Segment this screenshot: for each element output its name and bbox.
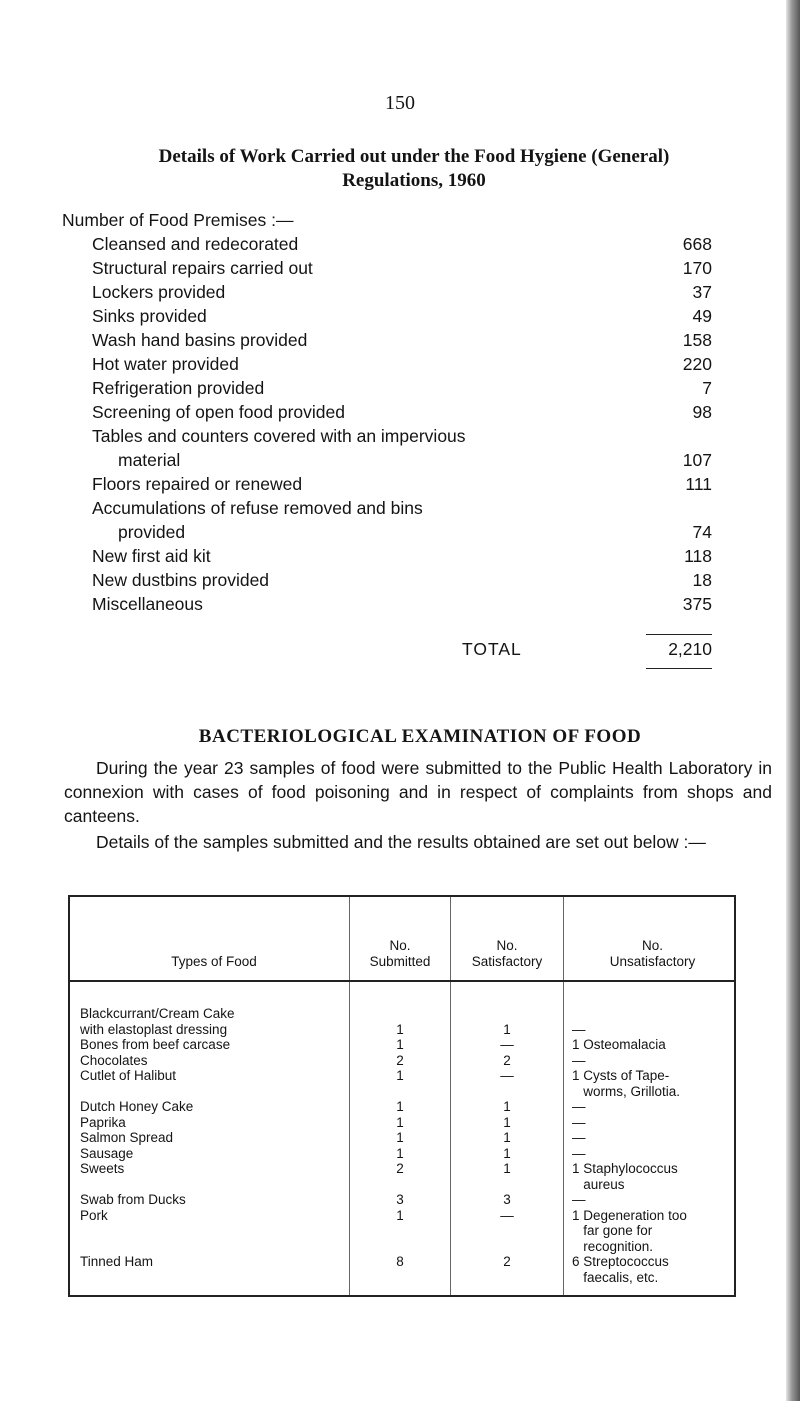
cell-line: Bones from beef carcase xyxy=(80,1037,231,1052)
submitted-text: 1 xyxy=(396,1068,404,1083)
satisfactory-value xyxy=(451,1115,563,1131)
cell-line: 1 Cysts of Tape- xyxy=(572,1068,670,1083)
premises-row xyxy=(62,400,712,424)
premises-value: 37 xyxy=(692,282,712,302)
submitted-value xyxy=(350,1115,450,1131)
satisfactory-value xyxy=(451,1192,563,1208)
column-types-of-food xyxy=(69,981,350,1296)
premises-label: Tables and counters covered with an impervious xyxy=(92,426,466,446)
food-type xyxy=(80,1006,349,1037)
premises-value: 118 xyxy=(684,546,712,566)
premises-label: Cleansed and redecorated xyxy=(92,234,299,254)
cell-line: Paprika xyxy=(80,1114,126,1130)
premises-value: 158 xyxy=(682,330,712,350)
header-types-of-food: Types of Food xyxy=(69,896,350,981)
unsatisfactory-value xyxy=(572,1037,734,1053)
satisfactory-text: 1 xyxy=(503,1145,511,1161)
cell-line: Cutlet of Halibut xyxy=(80,1068,177,1083)
premises-row xyxy=(62,280,712,304)
food-type xyxy=(80,1146,349,1162)
cell-line: Salmon Spread xyxy=(80,1130,174,1145)
submitted-text: 1 xyxy=(396,1145,404,1161)
submitted-text: 1 xyxy=(396,1099,404,1114)
food-type xyxy=(80,1254,349,1285)
submitted-value xyxy=(350,1006,450,1037)
total-bottom-rule xyxy=(646,668,712,669)
cell-line: Sweets xyxy=(80,1161,125,1176)
premises-value: 18 xyxy=(692,570,712,590)
submitted-text: 3 xyxy=(396,1192,404,1207)
page-edge-shadow xyxy=(786,0,800,1401)
satisfactory-value xyxy=(451,1037,563,1053)
title-line-2: Regulations, 1960 xyxy=(342,170,486,191)
premises-row-continued xyxy=(62,520,712,544)
paragraph-details-intro: Details of the samples submitted and the results obtained are set out below :— xyxy=(96,832,706,852)
satisfactory-text: — xyxy=(500,1037,514,1052)
food-type xyxy=(80,1115,349,1131)
cell-line: with elastoplast dressing xyxy=(80,1021,228,1037)
premises-value: 170 xyxy=(682,258,712,278)
satisfactory-value xyxy=(451,1053,563,1069)
satisfactory-value xyxy=(451,1006,563,1037)
premises-row xyxy=(62,256,712,280)
page-title xyxy=(64,145,764,193)
premises-row xyxy=(62,472,712,496)
satisfactory-value xyxy=(451,1254,563,1285)
satisfactory-value xyxy=(451,1161,563,1192)
cell-line: — xyxy=(572,1021,586,1037)
unsatisfactory-value xyxy=(572,1099,734,1115)
premises-row-continued xyxy=(62,448,712,472)
satisfactory-text: — xyxy=(500,1068,514,1083)
submitted-value xyxy=(350,1053,450,1069)
premises-value: 74 xyxy=(692,522,712,542)
cell-line: — xyxy=(572,1052,586,1068)
submitted-value xyxy=(350,1208,450,1255)
submitted-text: 2 xyxy=(396,1161,404,1176)
cell-line: Swab from Ducks xyxy=(80,1192,186,1207)
submitted-value xyxy=(350,1146,450,1162)
cell-line: — xyxy=(572,1145,586,1161)
premises-row xyxy=(62,592,712,616)
submitted-value xyxy=(350,1161,450,1192)
premises-label: Wash hand basins provided xyxy=(92,330,308,350)
column-unsatisfactory xyxy=(564,981,736,1296)
submitted-text: 1 xyxy=(396,1207,404,1223)
satisfactory-text: — xyxy=(500,1207,514,1223)
paragraph-samples-intro: During the year 23 samples of food were submitted to the Public Health Laboratory in connexion with cases of food poisoning and in respect of complaints from shops and canteens. xyxy=(64,758,772,826)
cell-line: Blackcurrant/Cream Cake xyxy=(80,1006,235,1021)
premises-label-continued: material xyxy=(118,450,181,470)
premises-label: Floors repaired or renewed xyxy=(92,474,303,494)
premises-label: Accumulations of refuse removed and bins xyxy=(92,498,423,518)
food-type xyxy=(80,1130,349,1146)
premises-row xyxy=(62,496,712,520)
premises-label: Miscellaneous xyxy=(92,594,203,614)
samples-table xyxy=(68,895,736,1297)
unsatisfactory-value xyxy=(572,1068,734,1099)
premises-row xyxy=(62,424,712,448)
satisfactory-text: 1 xyxy=(503,1161,511,1176)
satisfactory-text: 2 xyxy=(503,1052,511,1068)
table-row xyxy=(69,981,735,1296)
unsatisfactory-value xyxy=(572,1115,734,1131)
cell-line: recognition. xyxy=(572,1238,654,1254)
premises-label: Sinks provided xyxy=(92,306,207,326)
satisfactory-text: 1 xyxy=(503,1099,511,1114)
satisfactory-value xyxy=(451,1068,563,1099)
satisfactory-text: 2 xyxy=(503,1254,511,1269)
section-title: BACTERIOLOGICAL EXAMINATION OF FOOD xyxy=(198,726,642,747)
premises-label: Structural repairs carried out xyxy=(92,258,313,278)
total-value: 2,210 xyxy=(668,639,712,659)
satisfactory-text: 3 xyxy=(503,1192,511,1207)
cell-line: Chocolates xyxy=(80,1052,148,1068)
premises-value: 111 xyxy=(685,474,712,494)
total-row xyxy=(62,636,712,662)
column-submitted xyxy=(350,981,451,1296)
cell-line: 1 Degeneration too xyxy=(572,1207,687,1223)
cell-line: faecalis, etc. xyxy=(572,1269,659,1285)
title-line-1: Details of Work Carried out under the Food Hygiene (General) xyxy=(158,146,670,167)
cell-line: 1 Staphylococcus xyxy=(572,1161,678,1176)
submitted-value xyxy=(350,1192,450,1208)
premises-value: 49 xyxy=(692,306,712,326)
cell-line: aureus xyxy=(572,1176,625,1192)
submitted-value xyxy=(350,1037,450,1053)
cell-line: Pork xyxy=(80,1207,108,1223)
cell-line: 6 Streptococcus xyxy=(572,1254,669,1269)
premises-label: Refrigeration provided xyxy=(92,378,265,398)
premises-row xyxy=(62,328,712,352)
premises-value: 107 xyxy=(682,450,712,470)
page-number: 150 xyxy=(385,92,415,114)
food-type xyxy=(80,1208,349,1255)
premises-heading: Number of Food Premises :— xyxy=(62,210,294,230)
satisfactory-text: 1 xyxy=(503,1130,511,1145)
table-header-row xyxy=(69,896,735,981)
premises-value: 668 xyxy=(682,234,712,254)
food-type xyxy=(80,1053,349,1069)
premises-row xyxy=(62,232,712,256)
submitted-text: 2 xyxy=(396,1052,404,1068)
satisfactory-value xyxy=(451,1099,563,1115)
premises-label: New first aid kit xyxy=(92,546,211,566)
submitted-value xyxy=(350,1254,450,1285)
unsatisfactory-value xyxy=(572,1161,734,1192)
cell-line: 1 Osteomalacia xyxy=(572,1037,666,1052)
premises-value: 220 xyxy=(682,354,712,374)
total-label: TOTAL xyxy=(462,639,522,659)
premises-row xyxy=(62,544,712,568)
unsatisfactory-value xyxy=(572,1130,734,1146)
unsatisfactory-value xyxy=(572,1006,734,1037)
premises-value: 7 xyxy=(702,378,712,398)
premises-value: 375 xyxy=(682,594,712,614)
total-top-rule xyxy=(646,634,712,635)
header-unsatisfactory: No. Unsatisfactory xyxy=(564,896,736,981)
submitted-text: 1 xyxy=(396,1021,404,1037)
submitted-text: 1 xyxy=(396,1130,404,1145)
unsatisfactory-value xyxy=(572,1254,734,1285)
submitted-text: 8 xyxy=(396,1254,404,1269)
header-submitted: No. Submitted xyxy=(350,896,451,981)
premises-label-continued: provided xyxy=(118,522,186,542)
cell-line: Tinned Ham xyxy=(80,1254,154,1269)
cell-line: — xyxy=(572,1130,586,1145)
unsatisfactory-value xyxy=(572,1208,734,1255)
column-satisfactory xyxy=(451,981,564,1296)
cell-line: worms, Grillotia. xyxy=(572,1083,681,1099)
food-type xyxy=(80,1068,349,1099)
food-premises-section xyxy=(62,208,712,662)
satisfactory-value xyxy=(451,1130,563,1146)
submitted-value xyxy=(350,1099,450,1115)
satisfactory-text: 1 xyxy=(503,1021,511,1037)
unsatisfactory-value xyxy=(572,1053,734,1069)
cell-line: — xyxy=(572,1192,586,1207)
premises-row xyxy=(62,304,712,328)
unsatisfactory-value xyxy=(572,1192,734,1208)
unsatisfactory-value xyxy=(572,1146,734,1162)
premises-value: 98 xyxy=(692,402,712,422)
cell-line: far gone for xyxy=(572,1223,653,1238)
premises-label: Lockers provided xyxy=(92,282,226,302)
cell-line: — xyxy=(572,1099,586,1114)
header-satisfactory: No. Satisfactory xyxy=(451,896,564,981)
premises-list xyxy=(62,232,712,616)
premises-label: New dustbins provided xyxy=(92,570,270,590)
food-type xyxy=(80,1161,349,1192)
satisfactory-value xyxy=(451,1208,563,1255)
submitted-value xyxy=(350,1068,450,1099)
satisfactory-value xyxy=(451,1146,563,1162)
premises-label: Hot water provided xyxy=(92,354,239,374)
food-type xyxy=(80,1037,349,1053)
samples-table-body xyxy=(69,981,735,1296)
submitted-value xyxy=(350,1130,450,1146)
premises-row xyxy=(62,352,712,376)
food-type xyxy=(80,1192,349,1208)
cell-line: — xyxy=(572,1114,586,1130)
satisfactory-text: 1 xyxy=(503,1114,511,1130)
submitted-text: 1 xyxy=(396,1037,404,1052)
premises-row xyxy=(62,568,712,592)
premises-row xyxy=(62,376,712,400)
submitted-text: 1 xyxy=(396,1114,404,1130)
premises-label: Screening of open food provided xyxy=(92,402,345,422)
cell-line: Dutch Honey Cake xyxy=(80,1099,194,1114)
food-type xyxy=(80,1099,349,1115)
cell-line: Sausage xyxy=(80,1145,134,1161)
